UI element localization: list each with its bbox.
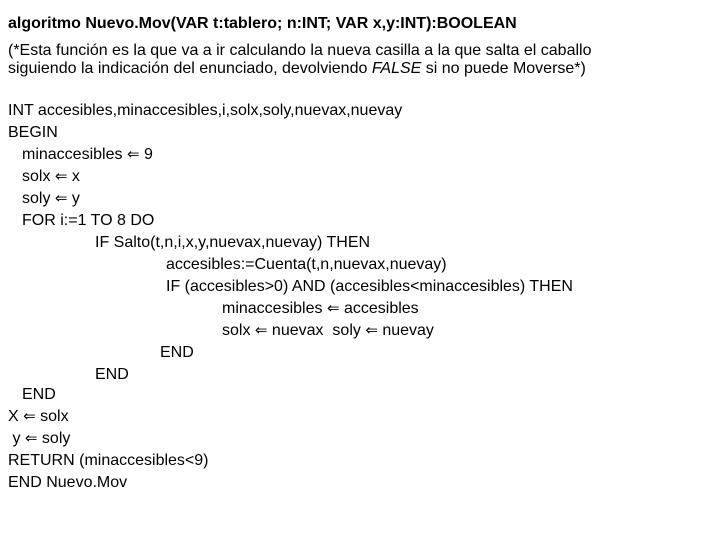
if-accesibles: IF (accesibles>0) AND (accesibles<minaccesibles) THEN <box>166 278 573 295</box>
left-arrow-icon: ⇐ <box>54 168 68 185</box>
for-loop: FOR i:=1 TO 8 DO <box>22 212 155 229</box>
assign-target: X <box>8 408 24 425</box>
assign-value: x <box>67 168 80 185</box>
algorithm-signature: algoritmo Nuevo.Mov(VAR t:tablero; n:INT; VAR x,y:INT):BOOLEAN <box>8 15 517 32</box>
left-arrow-icon: ⇐ <box>24 430 38 447</box>
assign-value: 9 <box>139 146 153 163</box>
if-salto: IF Salto(t,n,i,x,y,nuevax,nuevay) THEN <box>95 234 371 251</box>
assign-minaccesibles <box>22 145 153 165</box>
assign-soly <box>22 189 80 209</box>
assign-value: nuevay <box>377 322 434 339</box>
end-for: END <box>22 386 56 403</box>
assign-target: y <box>8 430 25 447</box>
comment-line-2 <box>8 59 586 79</box>
assign-target: minaccesibles <box>222 300 327 317</box>
assign-y <box>8 429 70 449</box>
assign-value: soly <box>37 430 71 447</box>
assign-solx-soly <box>222 321 434 341</box>
left-arrow-icon: ⇐ <box>126 146 140 163</box>
declaration-line: INT accesibles,minaccesibles,i,solx,soly,nuevax,nuevay <box>8 102 403 119</box>
left-arrow-icon: ⇐ <box>326 300 340 317</box>
end-function: END Nuevo.Mov <box>8 474 128 491</box>
end-inner-if: END <box>160 344 194 361</box>
end-if-salto: END <box>95 366 129 383</box>
left-arrow-icon: ⇐ <box>54 190 68 207</box>
assign-value: y <box>67 190 80 207</box>
assign-target: minaccesibles <box>22 146 127 163</box>
comment-line-1: (*Esta función es la que va a ir calculando la nueva casilla a la que salta el caballo <box>8 42 592 59</box>
assign-value: accesibles <box>339 300 419 317</box>
return-statement: RETURN (minaccesibles<9) <box>8 452 209 469</box>
assign-minaccesibles-2 <box>222 299 419 319</box>
false-keyword: FALSE <box>371 60 422 77</box>
left-arrow-icon: ⇐ <box>365 322 378 339</box>
comment-line-2-pre: siguiendo la indicación del enunciado, devolviendo <box>8 60 372 77</box>
assign-target: solx <box>22 168 55 185</box>
assign-X <box>8 407 69 427</box>
comment-line-2-post: si no puede Moverse*) <box>421 60 586 77</box>
left-arrow-icon: ⇐ <box>23 408 36 425</box>
begin-keyword: BEGIN <box>8 124 58 141</box>
left-arrow-icon: ⇐ <box>254 322 268 339</box>
accesibles-assign: accesibles:=Cuenta(t,n,nuevax,nuevay) <box>166 256 447 273</box>
assign-target: solx <box>222 322 255 339</box>
assign-value: solx <box>35 408 69 425</box>
assign-solx <box>22 167 80 187</box>
assign-target: soly <box>22 190 55 207</box>
assign-value: nuevax soly <box>267 322 366 339</box>
